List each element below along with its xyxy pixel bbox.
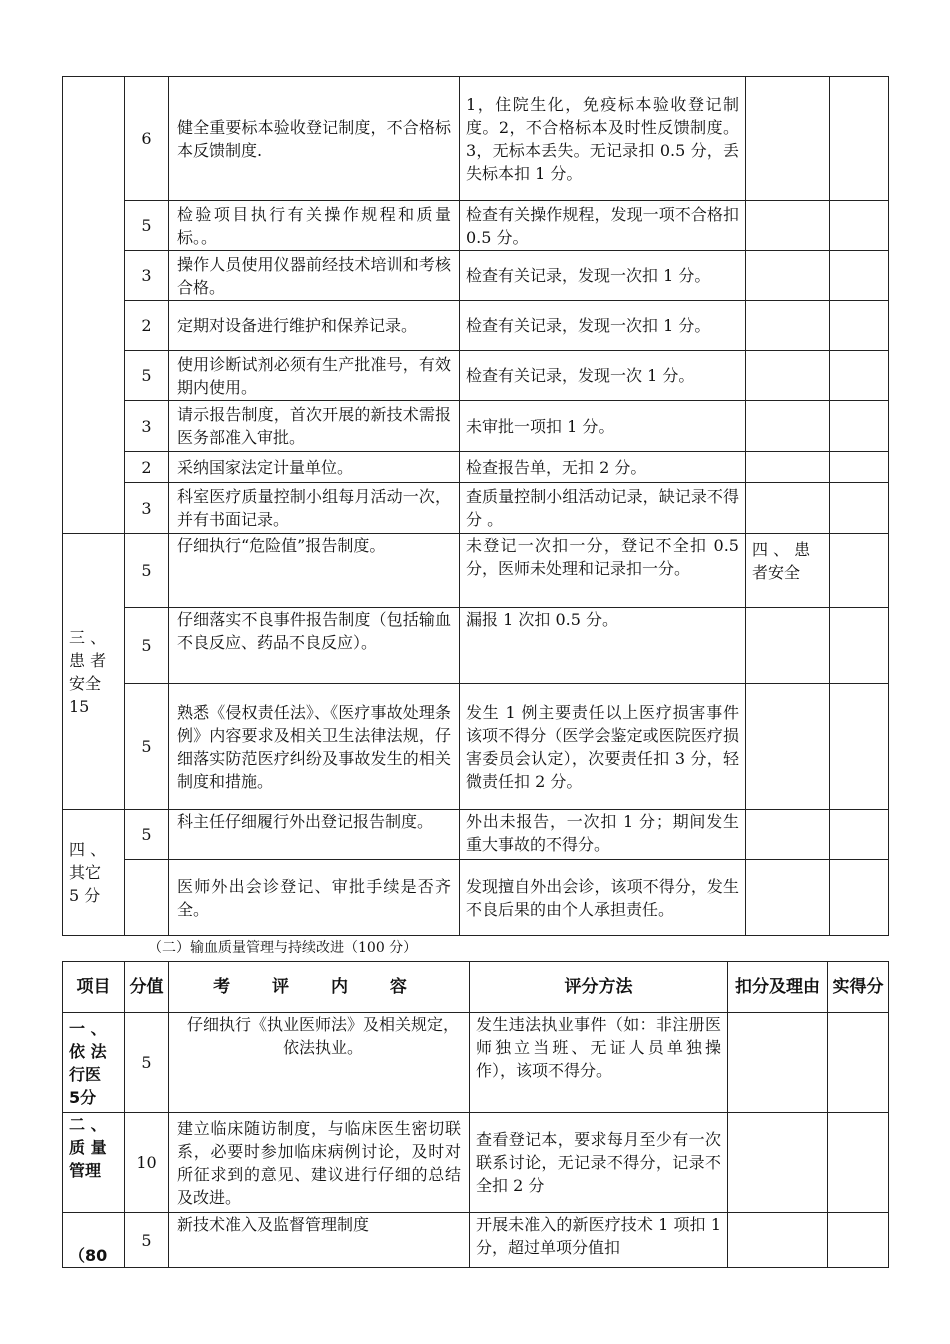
deduct-cell: 四 、 患者安全 — [746, 534, 830, 608]
score-cell: 5 — [125, 1013, 169, 1113]
deduct-cell — [746, 684, 830, 810]
method-cell: 发现擅自外出会诊，该项不得分，发生不良后果的由个人承担责任。 — [460, 860, 746, 936]
table-row — [63, 810, 889, 860]
content-cell: 采纳国家法定计量单位。 — [169, 452, 460, 483]
header-actual: 实得分 — [828, 962, 889, 1013]
deduct-cell — [728, 1113, 828, 1213]
deduct-cell — [728, 1213, 828, 1268]
deduct-cell — [746, 401, 830, 452]
score-cell: 5 — [125, 684, 169, 810]
header-method: 评分方法 — [470, 962, 728, 1013]
section4-category-cell: 四 、 其它 5 分 — [63, 810, 125, 936]
section3-category-cell: 三 、 患 者 安全 15 — [63, 534, 125, 810]
content-cell: 建立临床随访制度，与临床医生密切联系，必要时参加临床病例讨论，及时对所征求到的意见、建议进行仔细的总结及改进。 — [169, 1113, 470, 1213]
method-cell: 检查有关记录，发现一次扣 1 分。 — [460, 301, 746, 351]
content-cell: 新技术准入及监督管理制度 — [169, 1213, 470, 1268]
table-row — [63, 534, 889, 608]
method-cell: 检查有关记录，发现一次扣 1 分。 — [460, 251, 746, 301]
table-row — [63, 301, 889, 351]
assessment-table-continued — [62, 76, 889, 936]
content-cell: 科室医疗质量控制小组每月活动一次，并有书面记录。 — [169, 483, 460, 534]
content-cell: 医师外出会诊登记、审批手续是否齐全。 — [169, 860, 460, 936]
deduct-cell — [746, 301, 830, 351]
header-score: 分值 — [125, 962, 169, 1013]
table-row — [63, 351, 889, 401]
item-cell: 一 、 依 法 行医 5分 — [63, 1013, 125, 1113]
method-cell: 查看登记本，要求每月至少有一次联系讨论，无记录不得分，记录不全扣 2 分 — [470, 1113, 728, 1213]
score-cell — [125, 860, 169, 936]
score-cell: 3 — [125, 251, 169, 301]
deduct-cell — [746, 351, 830, 401]
method-cell: 发生违法执业事件（如：非注册医师独立当班、无证人员单独操作），该项不得分。 — [470, 1013, 728, 1113]
content-cell: 仔细落实不良事件报告制度（包括输血不良反应、药品不良反应）。 — [169, 608, 460, 684]
score-cell: 3 — [125, 483, 169, 534]
category-cell — [63, 77, 125, 534]
table-row — [63, 860, 889, 936]
content-cell: 请示报告制度，首次开展的新技术需报医务部准入审批。 — [169, 401, 460, 452]
deduct-cell — [746, 251, 830, 301]
content-cell: 熟悉《侵权责任法》、《医疗事故处理条例》内容要求及相关卫生法律法规，仔细落实防范医疗纠纷及事故发生的相关制度和措施。 — [169, 684, 460, 810]
score-cell: 10 — [125, 1113, 169, 1213]
method-cell: 1，住院生化，免疫标本验收登记制度。2，不合格标本及时性反馈制度。3，无标本丢失。无记录扣 0.5 分，丢失标本扣 1 分。 — [460, 77, 746, 201]
actual-cell — [830, 201, 889, 251]
content-cell: 定期对设备进行维护和保养记录。 — [169, 301, 460, 351]
deduct-cell — [746, 860, 830, 936]
actual-cell — [830, 251, 889, 301]
table-row — [63, 251, 889, 301]
score-cell: 6 — [125, 77, 169, 201]
method-cell: 外出未报告，一次扣 1 分；期间发生重大事故的不得分。 — [460, 810, 746, 860]
deduct-cell — [746, 77, 830, 201]
score-cell: 5 — [125, 534, 169, 608]
score-cell: 5 — [125, 351, 169, 401]
score-cell: 2 — [125, 301, 169, 351]
table-row — [63, 483, 889, 534]
actual-cell — [828, 1213, 889, 1268]
method-cell: 检查报告单，无扣 2 分。 — [460, 452, 746, 483]
actual-cell — [830, 684, 889, 810]
header-content: 考 评 内 容 — [169, 962, 470, 1013]
actual-cell — [830, 351, 889, 401]
content-cell: 仔细执行“危险值”报告制度。 — [169, 534, 460, 608]
header-item: 项目 — [63, 962, 125, 1013]
method-cell: 漏报 1 次扣 0.5 分。 — [460, 608, 746, 684]
table-row — [63, 608, 889, 684]
table-header-row — [63, 962, 889, 1013]
table-row — [63, 1013, 889, 1113]
actual-cell — [830, 608, 889, 684]
section-caption: （二）输血质量管理与持续改进（100 分） — [148, 940, 418, 956]
table-row — [63, 452, 889, 483]
table-row — [63, 77, 889, 201]
blood-transfusion-quality-table — [62, 961, 889, 1268]
content-cell: 科主任仔细履行外出登记报告制度。 — [169, 810, 460, 860]
deduct-cell — [746, 452, 830, 483]
method-cell: 查质量控制小组活动记录，缺记录不得分 。 — [460, 483, 746, 534]
deduct-cell — [746, 483, 830, 534]
method-cell: 开展未准入的新医疗技术 1 项扣 1 分，超过单项分值扣 — [470, 1213, 728, 1268]
table-row — [63, 1113, 889, 1213]
actual-cell — [830, 77, 889, 201]
content-cell: 仔细执行《执业医师法》及相关规定，依法执业。 — [169, 1013, 470, 1113]
table-row — [63, 1213, 889, 1268]
deduct-cell — [746, 608, 830, 684]
score-cell: 5 — [125, 608, 169, 684]
method-cell: 未审批一项扣 1 分。 — [460, 401, 746, 452]
header-deduct: 扣分及理由 — [728, 962, 828, 1013]
item-cell: （80 — [63, 1213, 125, 1268]
actual-cell — [830, 483, 889, 534]
method-cell: 发生 1 例主要责任以上医疗损害事件该项不得分（医学会鉴定或医院医疗损害委员会认定），次要责任扣 3 分，轻微责任扣 2 分。 — [460, 684, 746, 810]
deduct-cell — [746, 201, 830, 251]
content-cell: 健全重要标本验收登记制度，不合格标本反馈制度. — [169, 77, 460, 201]
actual-cell — [830, 401, 889, 452]
score-cell: 5 — [125, 201, 169, 251]
table-row — [63, 201, 889, 251]
table-row — [63, 401, 889, 452]
deduct-cell — [746, 810, 830, 860]
table-row — [63, 684, 889, 810]
content-cell: 操作人员使用仪器前经技术培训和考核合格。 — [169, 251, 460, 301]
score-cell: 3 — [125, 401, 169, 452]
score-cell: 2 — [125, 452, 169, 483]
method-cell: 未登记一次扣一分，登记不全扣 0.5 分，医师未处理和记录扣一分。 — [460, 534, 746, 608]
actual-cell — [830, 301, 889, 351]
actual-cell — [830, 534, 889, 608]
actual-cell — [830, 452, 889, 483]
actual-cell — [828, 1113, 889, 1213]
content-cell: 检验项目执行有关操作规程和质量标。。 — [169, 201, 460, 251]
actual-cell — [828, 1013, 889, 1113]
actual-cell — [830, 810, 889, 860]
method-cell: 检查有关操作规程，发现一项不合格扣 0.5 分。 — [460, 201, 746, 251]
score-cell: 5 — [125, 810, 169, 860]
method-cell: 检查有关记录，发现一次 1 分。 — [460, 351, 746, 401]
content-cell: 使用诊断试剂必须有生产批准号，有效期内使用。 — [169, 351, 460, 401]
deduct-cell — [728, 1013, 828, 1113]
actual-cell — [830, 860, 889, 936]
item-cell: 二 、 质 量 管理 — [63, 1113, 125, 1213]
score-cell: 5 — [125, 1213, 169, 1268]
